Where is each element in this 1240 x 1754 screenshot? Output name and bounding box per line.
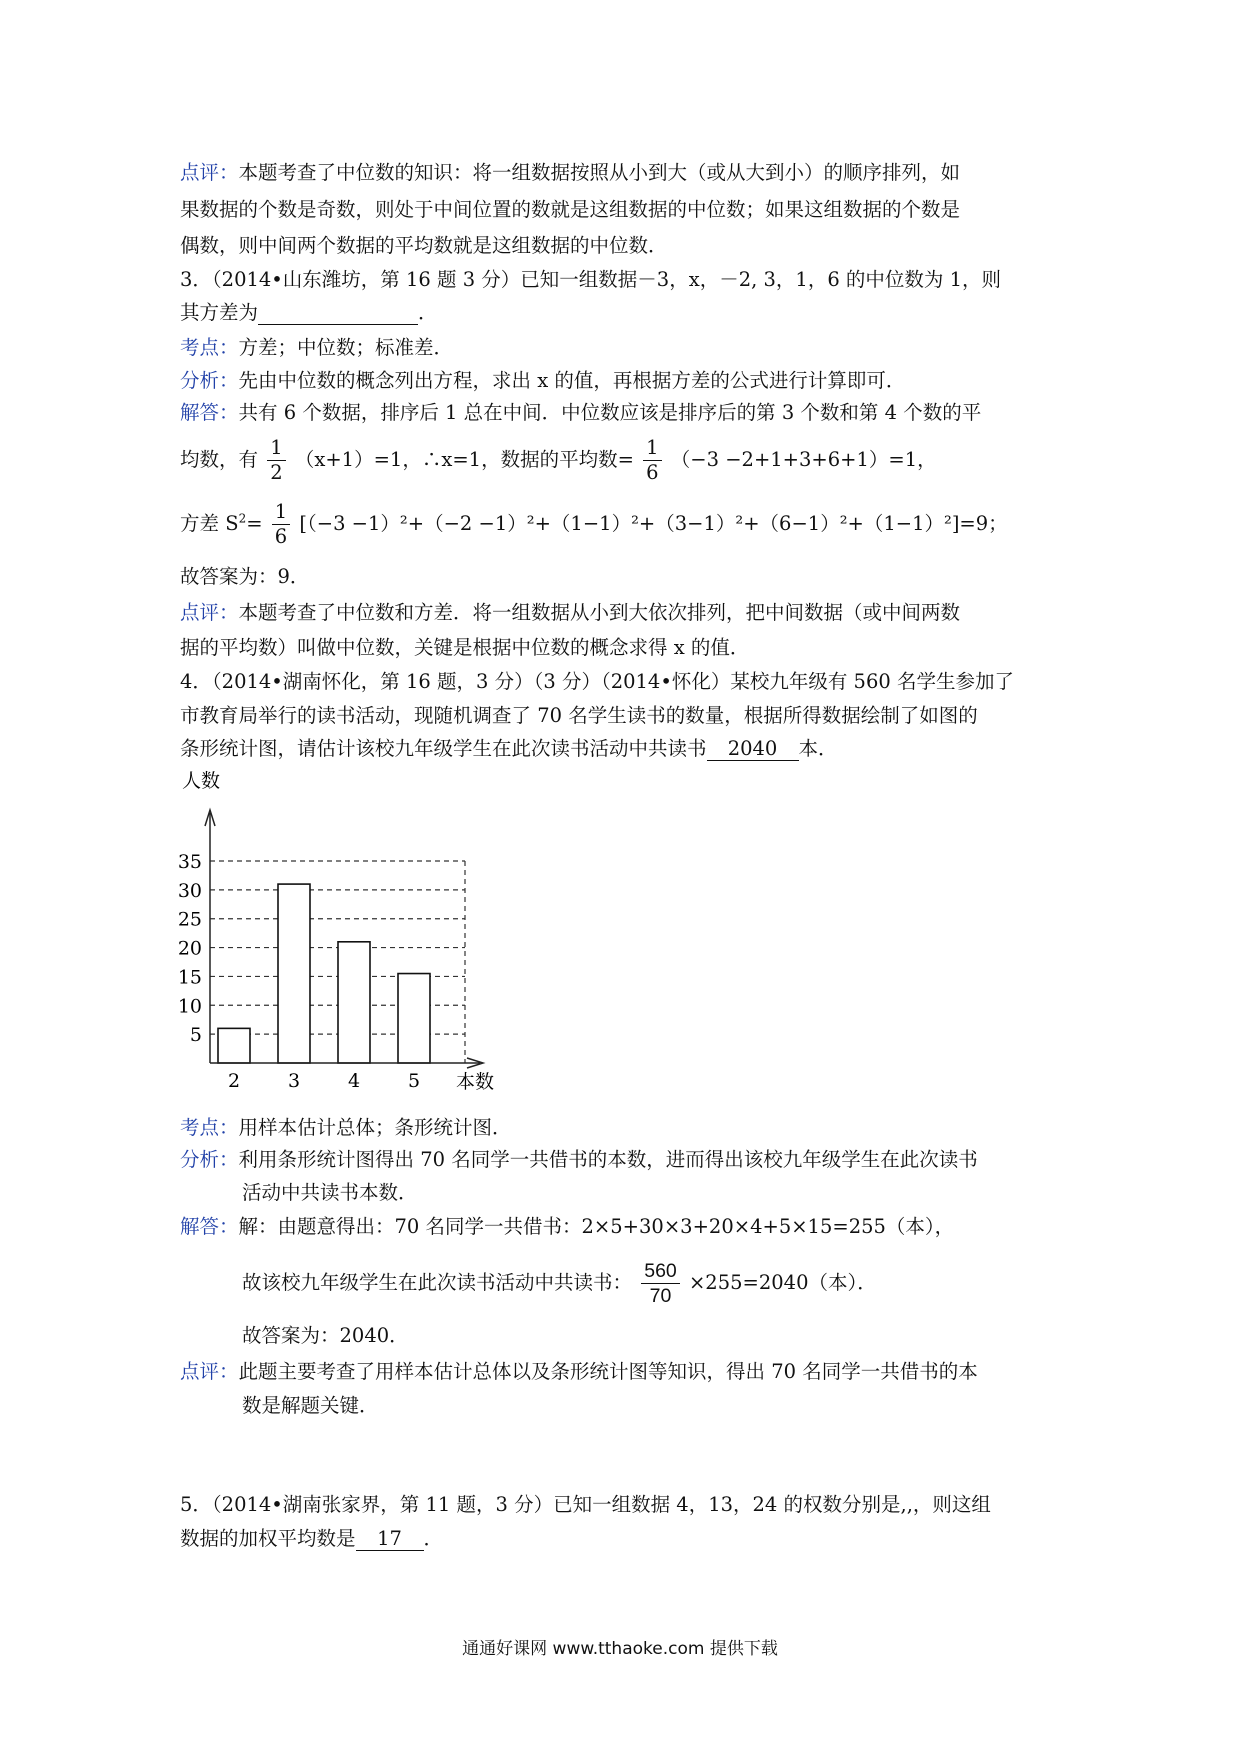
- p2-comment-line1: 点评：本题考查了中位数的知识：将一组数据按照从小到大（或从大到小）的顺序排列，如: [180, 161, 961, 184]
- comment-label: 点评：: [180, 161, 239, 184]
- p3-kaodian: 考点：方差；中位数；标准差．: [180, 336, 454, 359]
- p3-variance-line: 方差 $S^2=$ $\frac{1}{6}$ [（−3 −1）²+（−2 −1）²+（1−1）²+（3−1）²+（6−1）²+（1−1）²]=9；: [180, 500, 1008, 548]
- p4-fenxi-line1: 分析：利用条形统计图得出 70 名同学一共借书的本数，进而得出该校九年级学生在此次读书: [180, 1148, 978, 1171]
- y-tick-label: 10: [177, 995, 202, 1018]
- y-tick-label: 5: [189, 1024, 202, 1047]
- y-tick-label: 25: [177, 908, 202, 931]
- p4-answer: 故答案为：2040．: [242, 1324, 409, 1347]
- p3-jieda-line2: 均数，有 $\frac{1}{2}$ （x+1）=1，∴x=1，数据的平均数= $\frac{1}{6}$ （−3 −2+1+3+6+1）=1，: [180, 436, 937, 484]
- bar-5: [398, 974, 430, 1063]
- p2-comment-line2: 果数据的个数是奇数，则处于中间位置的数就是这组数据的中位数；如果这组数据的个数是: [180, 198, 961, 221]
- p3-answer: 故答案为：9．: [180, 565, 310, 588]
- y-tick-label: 35: [177, 851, 202, 873]
- answer-blank: 2040: [707, 738, 799, 761]
- p5-question-line2: 数据的加权平均数是 17 ．: [180, 1527, 444, 1550]
- p5-question-line1: 5．（2014•湖南张家界，第 11 题，3 分）已知一组数据 4，13，24 的权数分别是,,，则这组: [180, 1493, 991, 1516]
- p4-jieda-line1: 解答：解：由题意得出：70 名同学一共借书：2×5+30×3+20×4+5×15=255（本），: [180, 1215, 955, 1238]
- p4-question-line2: 市教育局举行的读书活动，现随机调查了 70 名学生读书的数量，根据所得数据绘制了如图的: [180, 704, 978, 727]
- y-axis-label: 人数: [182, 770, 221, 792]
- answer-blank: 17: [356, 1528, 424, 1551]
- p3-comment-line2: 据的平均数）叫做中位数，关键是根据中位数的概念求得 x 的值．: [180, 636, 750, 659]
- p4-kaodian: 考点：用样本估计总体；条形统计图．: [180, 1116, 512, 1139]
- fraction-one-half: $\frac{1}{2}$: [267, 436, 285, 485]
- p3-question-line2: 其方差为 ．: [180, 301, 438, 324]
- x-tick-label: 3: [287, 1070, 301, 1092]
- fraction-one-sixth: $\frac{1}{6}$: [643, 436, 661, 485]
- fraction-560-70: $\frac{560}{70}$: [641, 1259, 680, 1308]
- p3-fenxi: 分析：先由中位数的概念列出方程，求出 x 的值，再根据方差的公式进行计算即可．: [180, 369, 906, 392]
- y-tick-label: 30: [177, 879, 202, 902]
- p3-question-line1: 3．（2014•山东潍坊，第 16 题 3 分）已知一组数据－3，x，－2, 3，1，6 的中位数为 1，则: [180, 268, 1002, 291]
- x-tick-label: 4: [347, 1070, 361, 1092]
- p4-question-line1: 4．（2014•湖南怀化，第 16 题，3 分）（3 分）（2014•怀化）某校九年级有 560 名学生参加了: [180, 670, 1014, 693]
- p3-jieda-line1: 解答：共有 6 个数据，排序后 1 总在中间．中位数应该是排序后的第 3 个数和第 4 个数的平: [180, 401, 982, 424]
- p4-question-line3: 条形统计图，请估计该校九年级学生在此次读书活动中共读书 2040 本．: [180, 737, 838, 760]
- x-tick-label: 2: [227, 1070, 241, 1092]
- bar-2: [218, 1028, 250, 1063]
- p3-comment-line1: 点评：本题考查了中位数和方差．将一组数据从小到大依次排列，把中间数据（或中间两数: [180, 601, 961, 624]
- p4-fenxi-line2: 活动中共读书本数．: [242, 1181, 418, 1204]
- page-footer: 通通好课网 www.tthaoke.com 提供下载: [462, 1639, 778, 1659]
- y-tick-label: 20: [177, 937, 202, 960]
- answer-blank: [258, 302, 418, 325]
- bar-3: [278, 884, 310, 1063]
- x-tick-label: 5: [407, 1070, 421, 1092]
- x-axis-label: 本数: [456, 1071, 495, 1093]
- bar-chart: [160, 768, 520, 1098]
- p2-comment-line3: 偶数，则中间两个数据的平均数就是这组数据的中位数．: [180, 234, 668, 257]
- bar-4: [338, 942, 370, 1063]
- y-tick-label: 15: [177, 966, 202, 989]
- fraction-one-sixth-variance: $\frac{1}{6}$: [272, 500, 290, 549]
- p4-comment-line2: 数是解题关键．: [242, 1394, 379, 1417]
- p4-comment-line1: 点评：此题主要考查了用样本估计总体以及条形统计图等知识，得出 70 名同学一共借书的本: [180, 1360, 978, 1383]
- p4-jieda-line2: 故该校九年级学生在此次读书活动中共读书： $\frac{560}{70}$ ×255=2040（本）．: [242, 1260, 877, 1307]
